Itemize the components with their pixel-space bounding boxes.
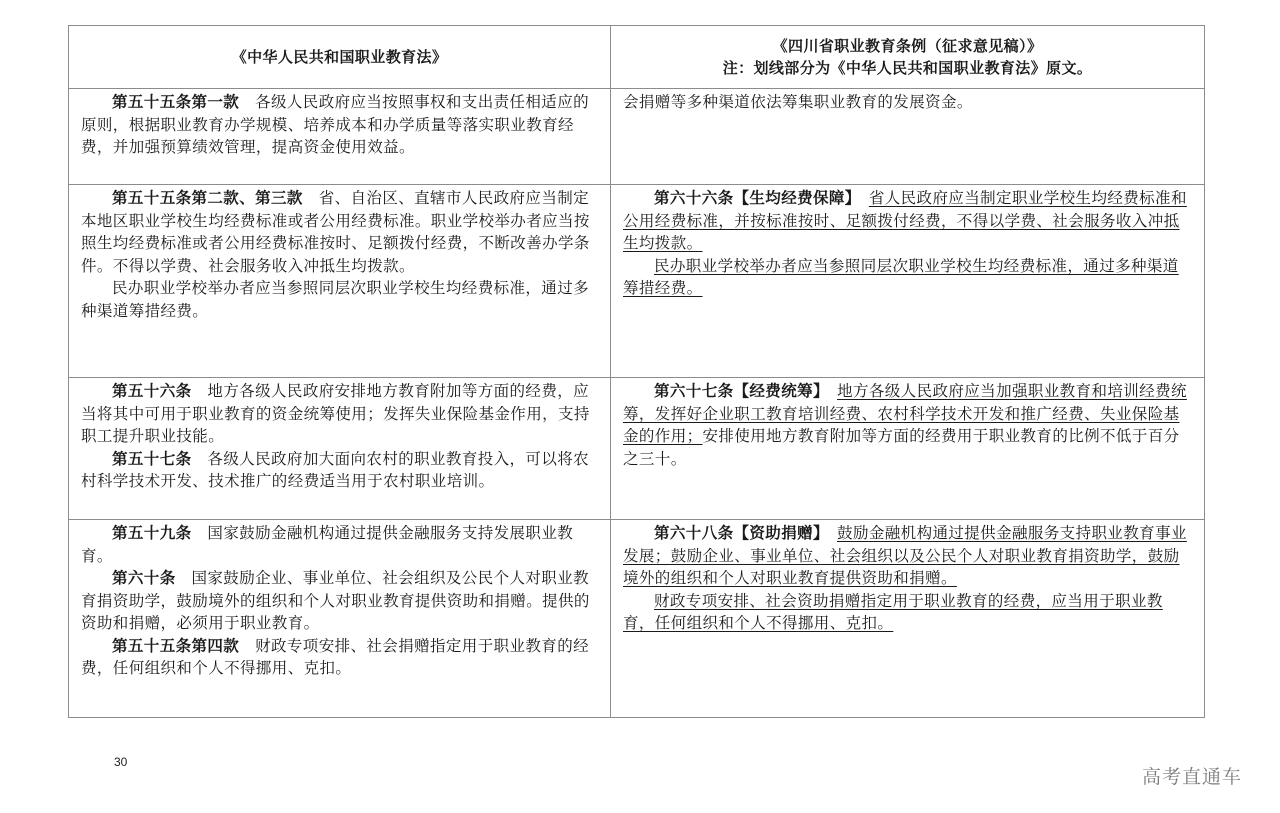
- regulation-cell: [611, 89, 1205, 185]
- law-paragraph: [81, 380, 600, 448]
- law-paragraph: [81, 635, 600, 680]
- table-row: [69, 520, 1205, 718]
- law-cell: [69, 378, 611, 520]
- table-row: [69, 89, 1205, 185]
- law-cell: [69, 520, 611, 718]
- article-lead: 第五十六条: [112, 381, 192, 400]
- article-text: 会捐赠等多种渠道依法筹集职业教育的发展资金。: [623, 93, 973, 111]
- header-right: [611, 26, 1205, 89]
- header-left: [69, 26, 611, 89]
- article-lead: 第五十七条: [112, 448, 192, 468]
- law-paragraph: [81, 522, 600, 567]
- law-cell: [69, 185, 611, 378]
- regulation-cell: [611, 378, 1205, 520]
- underlined-text: 鼓励金融机构通过提供金融服务支持职业教育事业发展；鼓励企业、事业单位、社会组织以及公民个人对职业教育捐资助学，鼓励境外的组织和个人对职业教育提供资助和捐赠。: [623, 524, 1187, 587]
- article-lead: 第六十六条【生均经费保障】: [654, 188, 853, 207]
- comparison-table: [68, 25, 1205, 718]
- article-lead: 第五十五条第一款: [112, 92, 240, 111]
- header-right-note: 注：划线部分为《中华人民共和国职业教育法》原文。: [722, 59, 1093, 77]
- regulation-paragraph: [623, 380, 1194, 470]
- header-right-title: 《四川省职业教育条例（征求意见稿）》: [772, 37, 1043, 55]
- article-lead: 第五十九条: [112, 523, 192, 542]
- article-text: 安排使用地方教育附加等方面的经费用于职业教育的比例不低于百分之三十。: [623, 427, 1180, 468]
- underlined-text: 地方各级人民政府应当加强职业教育和培训经费统筹，发挥好企业职工教育培训经费、农村科学技术开发和推广经费、失业保险基金的作用；: [623, 382, 1187, 445]
- law-paragraph: [81, 187, 600, 277]
- article-text: 各级人民政府加大面向农村的职业教育投入，可以将农村科学技术开发、技术推广的经费适当用于农村职业培训。: [81, 449, 590, 490]
- page-number: 30: [114, 755, 128, 769]
- underlined-text: 省人民政府应当制定职业学校生均经费标准和公用经费标准，并按标准按时、足额拨付经费，不得以学费、社会服务收入冲抵生均拨款。: [623, 189, 1187, 252]
- table-row: [69, 378, 1205, 520]
- regulation-paragraph: [623, 91, 1194, 114]
- law-paragraph: [81, 448, 600, 493]
- article-lead: 第五十五条第二款、第三款: [112, 188, 303, 207]
- regulation-cell: [611, 185, 1205, 378]
- article-text: 地方各级人民政府安排地方教育附加等方面的经费，应当将其中可用于职业教育的资金统筹使用；发挥失业保险基金作用，支持职工提升职业技能。: [81, 382, 590, 445]
- article-text: 各级人民政府应当按照事权和支出责任相适应的原则，根据职业教育办学规模、培养成本和办学质量等落实职业教育经费，并加强预算绩效管理，提高资金使用效益。: [81, 93, 590, 156]
- watermark-text: 高考直通车: [1142, 766, 1243, 788]
- article-lead: 第五十五条第四款: [112, 635, 240, 655]
- law-paragraph: [81, 277, 600, 322]
- article-text: 财政专项安排、社会捐赠指定用于职业教育的经费，任何组织和个人不得挪用、克扣。: [81, 636, 590, 677]
- law-paragraph: [81, 567, 600, 635]
- regulation-paragraph: [623, 590, 1194, 635]
- table-row: [69, 185, 1205, 378]
- law-cell: [69, 89, 611, 185]
- article-text: 民办职业学校举办者应当参照同层次职业学校生均经费标准，通过多种渠道筹措经费。: [81, 279, 590, 320]
- article-lead: 第六十条: [112, 568, 176, 587]
- regulation-paragraph: [623, 187, 1194, 255]
- underlined-text: 财政专项安排、社会资助捐赠指定用于职业教育的经费，应当用于职业教育，任何组织和个人不得挪用、克扣。: [623, 591, 1163, 632]
- law-paragraph: [81, 91, 600, 159]
- article-text: 省、自治区、直辖市人民政府应当制定本地区职业学校生均经费标准或者公用经费标准。职业学校举办者应当按照生均经费标准或者公用经费标准按时、足额拨付经费，不断改善办学条件。不得以学费、社会服务收入冲抵生均拨款。: [81, 189, 590, 275]
- header-left-title: 《中华人民共和国职业教育法》: [231, 48, 448, 66]
- article-text: 国家鼓励企业、事业单位、社会组织及公民个人对职业教育捐资助学，鼓励境外的组织和个人对职业教育提供资助和捐赠。提供的资助和捐赠，必须用于职业教育。: [81, 569, 590, 632]
- article-lead: 第六十八条【资助捐赠】: [654, 523, 822, 542]
- article-lead: 第六十七条【经费统筹】: [654, 381, 822, 400]
- article-text: 国家鼓励金融机构通过提供金融服务支持发展职业教育。: [81, 524, 574, 565]
- underlined-text: 民办职业学校举办者应当参照同层次职业学校生均经费标准，通过多种渠道筹措经费。: [623, 256, 1179, 297]
- regulation-cell: [611, 520, 1205, 718]
- regulation-paragraph: [623, 522, 1194, 590]
- regulation-paragraph: [623, 255, 1194, 300]
- table-header-row: [69, 26, 1205, 89]
